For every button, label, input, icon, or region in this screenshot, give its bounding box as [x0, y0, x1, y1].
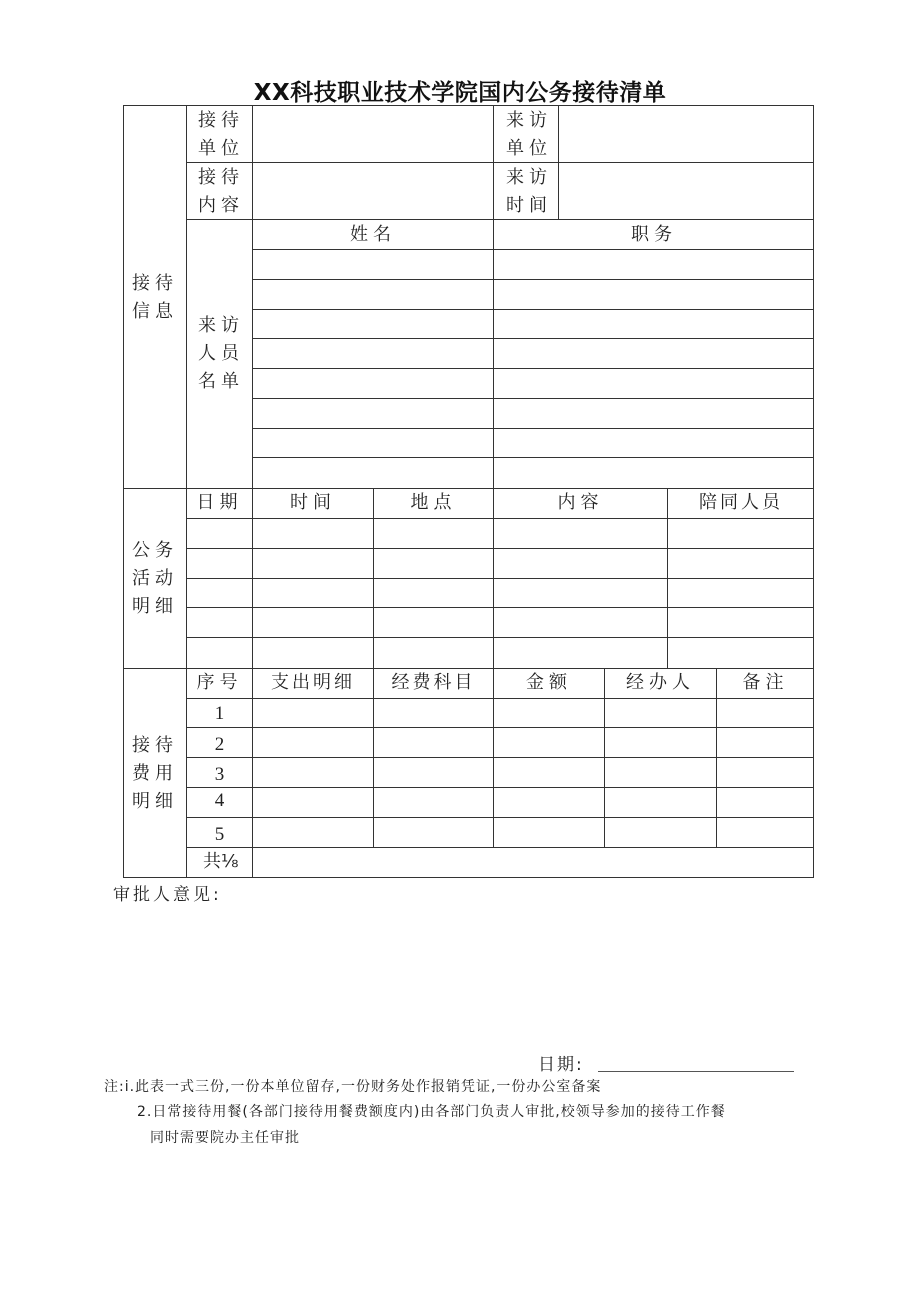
note-line-1: 注:i.此表一式三份,一份本单位留存,一份财务处作报销凭证,一份办公室备案: [104, 1079, 602, 1095]
note-line-2: 2.日常接待用餐(各部门接待用餐费额度内)由各部门负责人审批,校领导参加的接待工作餐: [137, 1104, 726, 1120]
row-number: 5: [214, 824, 225, 845]
section-label-reception-info: 接待信息: [132, 273, 178, 322]
row-number: 4: [214, 790, 225, 811]
column-header-amount: 金额: [526, 672, 572, 693]
row-number: 1: [214, 703, 225, 724]
total-label: 共⅛: [203, 851, 239, 872]
row-number: 3: [214, 764, 225, 785]
note-line-3: 同时需要院办主任审批: [150, 1130, 300, 1146]
column-header-expense-detail: 支出明细: [271, 672, 355, 693]
date-label: 日期:: [538, 1055, 584, 1075]
visitor-unit-label: 来访单位: [506, 110, 552, 159]
column-header-accompanying: 陪同人员: [699, 492, 783, 513]
column-header-serial: 序号: [196, 672, 243, 693]
section-label-activity-detail: 公务活动明细: [132, 540, 178, 617]
column-header-position: 职务: [631, 224, 677, 245]
column-header-location: 地点: [410, 492, 457, 513]
column-header-time: 时间: [290, 492, 336, 513]
date-underline[interactable]: [598, 1071, 794, 1072]
column-header-date: 日期: [196, 492, 243, 513]
column-header-fund-category: 经费科目: [391, 672, 476, 693]
visitor-list-label: 来访人员名单: [198, 315, 244, 392]
column-header-name: 姓名: [350, 224, 396, 245]
row-number: 2: [214, 734, 225, 755]
section-label-expense-detail: 接待费用明细: [132, 735, 178, 812]
column-header-content: 内容: [557, 492, 604, 513]
host-unit-label: 接待单位: [198, 110, 244, 159]
column-header-handler: 经办人: [626, 672, 695, 693]
approval-opinion-label: 审批人意见:: [113, 885, 222, 905]
visit-time-label: 来访时间: [506, 167, 552, 216]
page-title: XX科技职业技术学院国内公务接待清单: [253, 80, 667, 106]
column-header-remarks: 备注: [742, 672, 789, 693]
reception-content-label: 接待内容: [198, 167, 244, 216]
